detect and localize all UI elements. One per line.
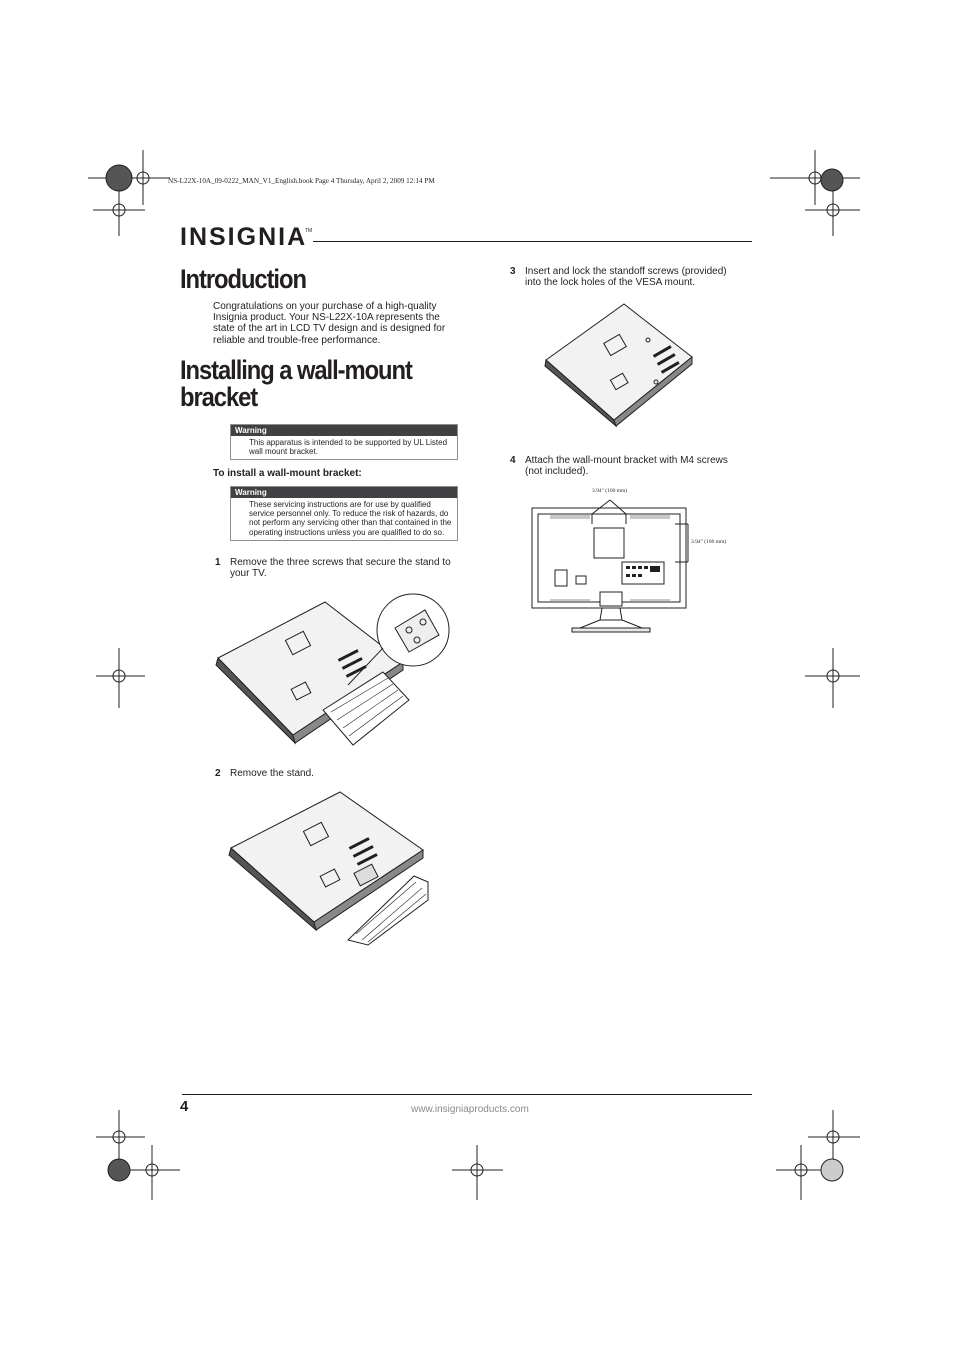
- step-text: Attach the wall-mount bracket with M4 screws (not included).: [525, 455, 728, 478]
- install-subheading: To install a wall-mount bracket:: [213, 468, 362, 479]
- warning-box-2: [230, 486, 458, 541]
- step-number: 4: [510, 455, 516, 466]
- tv-remove-screws-illustration: [213, 590, 453, 750]
- tv-vesa-dimensions-illustration: [530, 496, 690, 636]
- dimension-horizontal: 3.94" (100 mm): [592, 488, 628, 494]
- insignia-logo: [180, 218, 315, 251]
- warning-box-1: [230, 424, 458, 460]
- tv-remove-stand-illustration: [228, 790, 448, 950]
- warning-text: These servicing instructions are for use by qualified service personnel only. To reduce the risk of hazards, do not perform any servicing other than that contained in the operating instructions unless you are qualified to do so.: [249, 500, 452, 537]
- step-text: Insert and lock the standoff screws (provided) into the lock holes of the VESA mount.: [525, 266, 727, 289]
- footer-rule: [182, 1094, 752, 1095]
- step-number: 1: [215, 557, 221, 568]
- step-text: Remove the three screws that secure the stand to your TV.: [230, 557, 451, 580]
- step-number: 2: [215, 768, 221, 779]
- warning-label: Warning: [231, 425, 457, 436]
- footer-url: www.insigniaproducts.com: [411, 1104, 529, 1115]
- tv-standoff-screws-illustration: [544, 302, 694, 427]
- warning-text: This apparatus is intended to be supported by UL Listed wall mount bracket.: [249, 438, 448, 457]
- svg-text:TM: TM: [305, 228, 313, 234]
- svg-text:INSIGNIA: INSIGNIA: [180, 223, 308, 251]
- warning-label: Warning: [231, 487, 457, 498]
- header-rule: [313, 241, 752, 242]
- introduction-body: Congratulations on your purchase of a high-quality Insignia product. Your NS-L22X-10A represents the state of the art in LCD TV design and is designed for reliable and trouble-free performance.: [213, 301, 446, 346]
- install-heading-line1: Installing a wall-mount: [180, 355, 412, 385]
- page-number: 4: [180, 1098, 189, 1115]
- print-header: NS-L22X-10A_09-0222_MAN_V1_English.book Page 4 Thursday, April 2, 2009 12:14 PM: [168, 177, 435, 185]
- dimension-vertical: 3.94" (100 mm): [691, 539, 727, 545]
- install-heading-line2: bracket: [180, 382, 258, 412]
- introduction-heading: Introduction: [180, 264, 306, 294]
- step-text: Remove the stand.: [230, 768, 314, 779]
- step-number: 3: [510, 266, 516, 277]
